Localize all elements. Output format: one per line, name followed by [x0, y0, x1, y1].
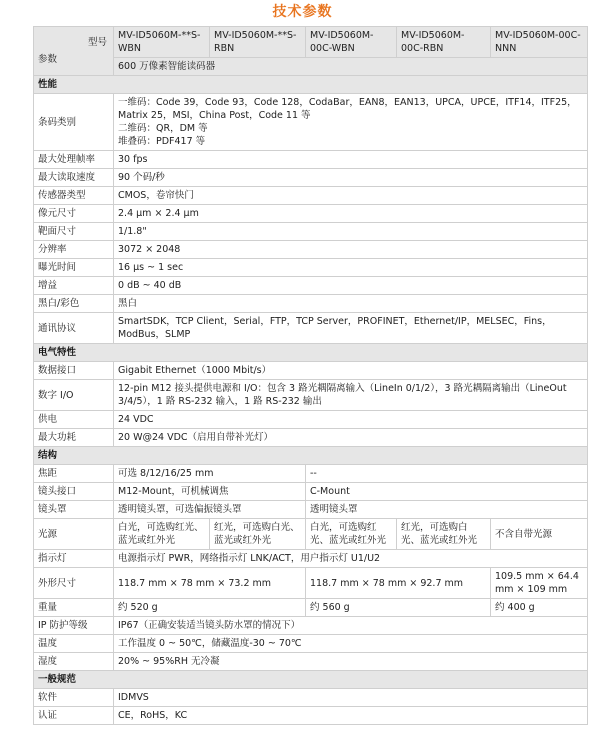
- section-row: [34, 671, 588, 689]
- row-value: --: [306, 465, 588, 483]
- model-header: MV-ID5060M-00C-RBN: [397, 27, 491, 58]
- table-row: [34, 313, 588, 344]
- row-value: 20 W@24 VDC（启用自带补光灯）: [114, 429, 588, 447]
- row-label: 通讯协议: [34, 313, 114, 344]
- row-label: 光源: [34, 519, 114, 550]
- row-value: 可选 8/12/16/25 mm: [114, 465, 306, 483]
- table-row: [34, 241, 588, 259]
- row-value: 红光，可选购白光、蓝光或红外光: [210, 519, 306, 550]
- row-value: 透明镜头罩，可选偏振镜头罩: [114, 501, 306, 519]
- model-header: MV-ID5060M-**S-WBN: [114, 27, 210, 58]
- section-title-electrical: 电气特性: [34, 344, 588, 362]
- row-value: 白光，可选购红光、蓝光或红外光: [114, 519, 210, 550]
- table-row: [34, 617, 588, 635]
- section-row: [34, 76, 588, 94]
- row-value: IDMVS: [114, 689, 588, 707]
- row-label: IP 防护等级: [34, 617, 114, 635]
- row-value: 3072 × 2048: [114, 241, 588, 259]
- row-value: 118.7 mm × 78 mm × 73.2 mm: [114, 568, 306, 599]
- row-value: 2.4 μm × 2.4 μm: [114, 205, 588, 223]
- row-value: IP67（正确安装适当镜头防水罩的情况下）: [114, 617, 588, 635]
- corner-param-label: 参数: [38, 54, 58, 65]
- row-label: 最大功耗: [34, 429, 114, 447]
- model-header: MV-ID5060M-**S-RBN: [210, 27, 306, 58]
- row-value: 90 个码/秒: [114, 169, 588, 187]
- row-label: 曝光时间: [34, 259, 114, 277]
- row-value: 电源指示灯 PWR，网络指示灯 LNK/ACT，用户指示灯 U1/U2: [114, 550, 588, 568]
- row-label: 焦距: [34, 465, 114, 483]
- row-value: 约 520 g: [114, 599, 306, 617]
- row-value: 约 400 g: [491, 599, 588, 617]
- row-value: 不含自带光源: [491, 519, 588, 550]
- section-title-performance: 性能: [34, 76, 588, 94]
- section-title-general: 一般规范: [34, 671, 588, 689]
- section-row: [34, 344, 588, 362]
- table-row: [34, 223, 588, 241]
- row-label: 靶面尺寸: [34, 223, 114, 241]
- row-value: 一维码：Code 39，Code 93，Code 128，CodaBar，EAN8，EAN13，UPCA，UPCE，ITF14，ITF25，Matrix 25，MSI，China Post，Code 11 等 二维码：QR，DM 等 堆叠码：PDF417 等: [114, 94, 588, 151]
- row-label: 湿度: [34, 653, 114, 671]
- table-row: [34, 653, 588, 671]
- row-value: 工作温度 0 ~ 50℃，储藏温度-30 ~ 70℃: [114, 635, 588, 653]
- row-value: 0 dB ~ 40 dB: [114, 277, 588, 295]
- row-label: 外形尺寸: [34, 568, 114, 599]
- table-row: [34, 259, 588, 277]
- table-row: [34, 519, 588, 550]
- row-value: 白光，可选购红光、蓝光或红外光: [306, 519, 397, 550]
- table-row: [34, 187, 588, 205]
- row-label: 温度: [34, 635, 114, 653]
- table-row: [34, 465, 588, 483]
- row-value: M12-Mount，可机械调焦: [114, 483, 306, 501]
- row-value: SmartSDK，TCP Client，Serial，FTP，TCP Server，PROFINET，Ethernet/IP，MELSEC，Fins，ModBus，SLMP: [114, 313, 588, 344]
- row-value: CE，RoHS，KC: [114, 707, 588, 725]
- row-label: 数字 I/O: [34, 380, 114, 411]
- table-row: [34, 550, 588, 568]
- table-row: [34, 94, 588, 151]
- table-row: [34, 295, 588, 313]
- row-value: 1/1.8": [114, 223, 588, 241]
- description-row: [34, 58, 588, 76]
- row-label: 指示灯: [34, 550, 114, 568]
- row-label: 像元尺寸: [34, 205, 114, 223]
- table-row: [34, 501, 588, 519]
- row-value: 20% ~ 95%RH 无冷凝: [114, 653, 588, 671]
- header-corner-cell: [34, 27, 114, 76]
- row-label: 最大读取速度: [34, 169, 114, 187]
- row-value: 109.5 mm × 64.4 mm × 109 mm: [491, 568, 588, 599]
- row-value: 12-pin M12 接头提供电源和 I/O：包含 3 路光耦隔离输入（LineIn 0/1/2），3 路光耦隔离输出（LineOut 3/4/5），1 路 RS-232 输入，1 路 RS-232 输出: [114, 380, 588, 411]
- table-row: [34, 689, 588, 707]
- table-row: [34, 169, 588, 187]
- row-value: C-Mount: [306, 483, 588, 501]
- row-label: 分辨率: [34, 241, 114, 259]
- row-value: 黑白: [114, 295, 588, 313]
- row-label: 传感器类型: [34, 187, 114, 205]
- table-row: [34, 568, 588, 599]
- row-label: 最大处理帧率: [34, 151, 114, 169]
- row-label: 黑白/彩色: [34, 295, 114, 313]
- header-row: [34, 27, 588, 58]
- table-row: [34, 380, 588, 411]
- corner-model-label: 型号: [87, 37, 107, 48]
- table-row: [34, 483, 588, 501]
- table-row: [34, 599, 588, 617]
- table-row: [34, 277, 588, 295]
- table-row: [34, 707, 588, 725]
- product-description: 600 万像素智能读码器: [114, 58, 588, 76]
- row-label: 条码类别: [34, 94, 114, 151]
- row-value: 16 μs ~ 1 sec: [114, 259, 588, 277]
- row-value: Gigabit Ethernet（1000 Mbit/s）: [114, 362, 588, 380]
- row-label: 镜头接口: [34, 483, 114, 501]
- table-row: [34, 429, 588, 447]
- row-label: 重量: [34, 599, 114, 617]
- row-label: 供电: [34, 411, 114, 429]
- row-value: 118.7 mm × 78 mm × 92.7 mm: [306, 568, 491, 599]
- table-row: [34, 411, 588, 429]
- row-label: 增益: [34, 277, 114, 295]
- section-title-structure: 结构: [34, 447, 588, 465]
- table-row: [34, 635, 588, 653]
- row-value: 透明镜头罩: [306, 501, 588, 519]
- row-label: 数据接口: [34, 362, 114, 380]
- row-label: 认证: [34, 707, 114, 725]
- row-value: 红光，可选购白光、蓝光或红外光: [397, 519, 491, 550]
- row-value: 30 fps: [114, 151, 588, 169]
- section-row: [34, 447, 588, 465]
- row-value: CMOS，卷帘快门: [114, 187, 588, 205]
- table-row: [34, 151, 588, 169]
- spec-table: [33, 26, 588, 725]
- row-label: 软件: [34, 689, 114, 707]
- table-row: [34, 362, 588, 380]
- table-row: [34, 205, 588, 223]
- model-header: MV-ID5060M-00C-WBN: [306, 27, 397, 58]
- model-header: MV-ID5060M-00C-NNN: [491, 27, 588, 58]
- row-label: 镜头罩: [34, 501, 114, 519]
- row-value: 约 560 g: [306, 599, 491, 617]
- row-value: 24 VDC: [114, 411, 588, 429]
- page-title: 技术参数: [272, 4, 333, 20]
